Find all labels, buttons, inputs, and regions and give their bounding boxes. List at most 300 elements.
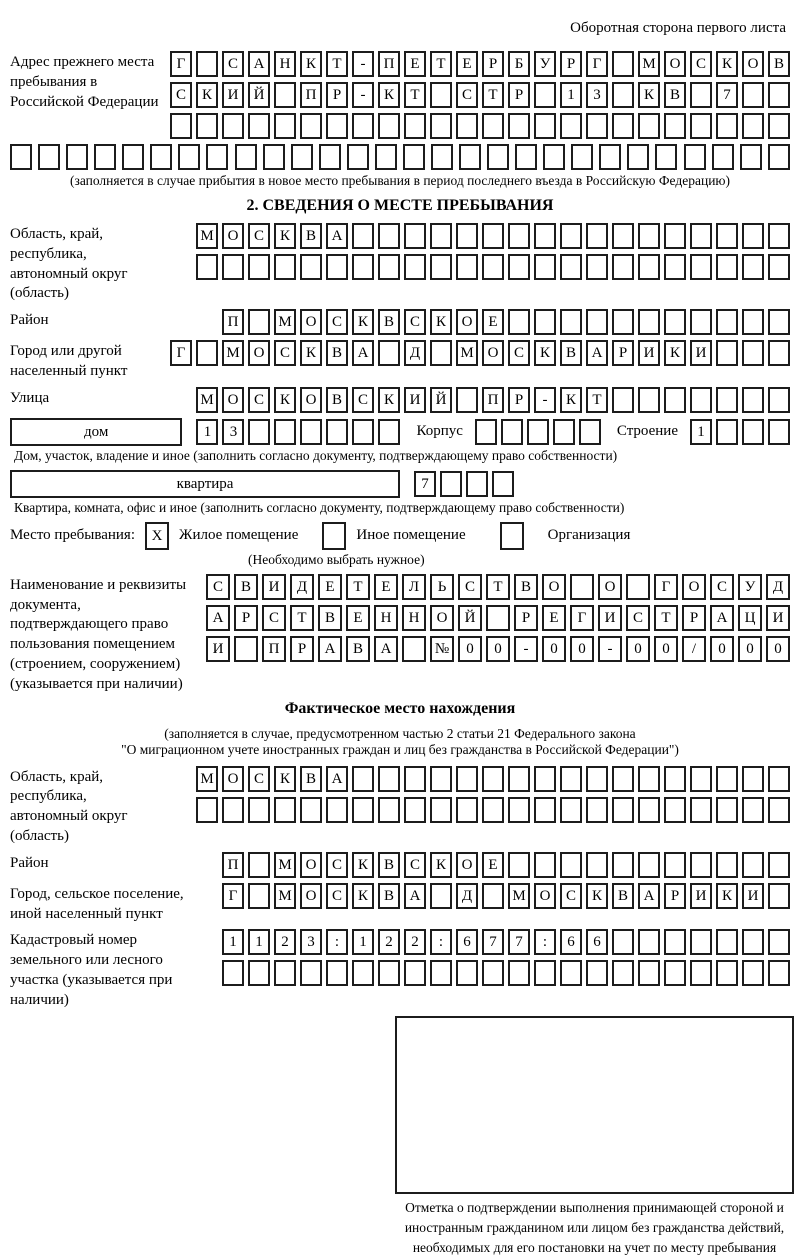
form-cell[interactable]: Г <box>170 340 192 366</box>
form-cell[interactable]: С <box>206 574 230 600</box>
form-cell[interactable]: А <box>318 636 342 662</box>
form-cell[interactable] <box>612 309 634 335</box>
form-cell[interactable] <box>664 254 686 280</box>
form-cell[interactable] <box>690 960 712 986</box>
form-cell[interactable]: Ь <box>430 574 454 600</box>
form-cell[interactable]: Т <box>586 387 608 413</box>
form-cell[interactable]: О <box>300 852 322 878</box>
form-cell[interactable] <box>742 797 764 823</box>
form-cell[interactable] <box>248 113 270 139</box>
form-cell[interactable] <box>378 254 400 280</box>
form-cell[interactable] <box>664 852 686 878</box>
form-cell[interactable] <box>430 223 452 249</box>
form-cell[interactable]: М <box>638 51 660 77</box>
form-cell[interactable] <box>274 960 296 986</box>
form-cell[interactable] <box>690 82 712 108</box>
form-cell[interactable]: И <box>690 340 712 366</box>
form-cell[interactable]: 6 <box>586 929 608 955</box>
form-cell[interactable] <box>599 144 621 170</box>
form-cell[interactable] <box>560 766 582 792</box>
form-cell[interactable] <box>508 797 530 823</box>
residence-organization-checkbox[interactable] <box>500 522 524 550</box>
form-cell[interactable]: К <box>378 82 400 108</box>
form-cell[interactable]: 0 <box>486 636 510 662</box>
form-cell[interactable] <box>716 254 738 280</box>
form-cell[interactable] <box>10 144 32 170</box>
form-cell[interactable] <box>456 766 478 792</box>
form-cell[interactable] <box>768 254 790 280</box>
form-cell[interactable]: У <box>738 574 762 600</box>
form-cell[interactable]: - <box>514 636 538 662</box>
form-cell[interactable] <box>579 419 601 445</box>
form-cell[interactable]: Л <box>402 574 426 600</box>
form-cell[interactable] <box>712 144 734 170</box>
form-cell[interactable] <box>300 254 322 280</box>
form-cell[interactable] <box>768 960 790 986</box>
form-cell[interactable]: Б <box>508 51 530 77</box>
form-cell[interactable] <box>742 852 764 878</box>
form-cell[interactable] <box>404 797 426 823</box>
form-cell[interactable]: 0 <box>738 636 762 662</box>
form-cell[interactable] <box>638 797 660 823</box>
form-cell[interactable] <box>482 883 504 909</box>
form-cell[interactable]: П <box>482 387 504 413</box>
form-cell[interactable]: С <box>222 51 244 77</box>
form-cell[interactable]: К <box>430 309 452 335</box>
form-cell[interactable]: О <box>222 387 244 413</box>
form-cell[interactable] <box>403 144 425 170</box>
form-cell[interactable] <box>300 797 322 823</box>
form-cell[interactable]: - <box>534 387 556 413</box>
form-cell[interactable] <box>263 144 285 170</box>
form-cell[interactable] <box>690 797 712 823</box>
form-cell[interactable]: Н <box>402 605 426 631</box>
form-cell[interactable] <box>300 960 322 986</box>
form-cell[interactable]: С <box>248 223 270 249</box>
form-cell[interactable] <box>664 929 686 955</box>
form-cell[interactable] <box>430 766 452 792</box>
form-cell[interactable]: № <box>430 636 454 662</box>
form-cell[interactable] <box>352 254 374 280</box>
form-cell[interactable]: О <box>248 340 270 366</box>
form-cell[interactable] <box>234 636 258 662</box>
form-cell[interactable]: В <box>326 340 348 366</box>
form-cell[interactable] <box>326 254 348 280</box>
form-cell[interactable] <box>326 797 348 823</box>
form-cell[interactable]: 0 <box>542 636 566 662</box>
form-cell[interactable] <box>347 144 369 170</box>
form-cell[interactable]: О <box>222 766 244 792</box>
form-cell[interactable]: 2 <box>404 929 426 955</box>
form-cell[interactable]: О <box>300 309 322 335</box>
form-cell[interactable] <box>690 113 712 139</box>
form-cell[interactable]: 7 <box>716 82 738 108</box>
form-cell[interactable] <box>716 223 738 249</box>
form-cell[interactable]: Т <box>326 51 348 77</box>
form-cell[interactable]: Д <box>766 574 790 600</box>
form-cell[interactable]: Е <box>374 574 398 600</box>
form-cell[interactable]: Е <box>346 605 370 631</box>
form-cell[interactable]: К <box>274 387 296 413</box>
form-cell[interactable]: Н <box>374 605 398 631</box>
form-cell[interactable]: И <box>598 605 622 631</box>
form-cell[interactable]: Е <box>542 605 566 631</box>
form-cell[interactable] <box>178 144 200 170</box>
form-cell[interactable] <box>248 883 270 909</box>
form-cell[interactable]: О <box>742 51 764 77</box>
form-cell[interactable]: О <box>534 883 556 909</box>
form-cell[interactable]: В <box>300 766 322 792</box>
form-cell[interactable]: М <box>196 223 218 249</box>
form-cell[interactable] <box>716 113 738 139</box>
form-cell[interactable]: К <box>300 340 322 366</box>
form-cell[interactable]: Т <box>404 82 426 108</box>
form-cell[interactable] <box>690 929 712 955</box>
form-cell[interactable] <box>742 766 764 792</box>
form-cell[interactable]: С <box>508 340 530 366</box>
form-cell[interactable] <box>248 960 270 986</box>
form-cell[interactable] <box>326 960 348 986</box>
form-cell[interactable]: М <box>222 340 244 366</box>
form-cell[interactable] <box>612 852 634 878</box>
form-cell[interactable] <box>248 309 270 335</box>
form-cell[interactable]: М <box>196 387 218 413</box>
form-cell[interactable] <box>638 852 660 878</box>
form-cell[interactable]: Д <box>290 574 314 600</box>
residence-other-checkbox[interactable] <box>322 522 346 550</box>
form-cell[interactable]: К <box>274 223 296 249</box>
form-cell[interactable] <box>690 387 712 413</box>
form-cell[interactable] <box>482 766 504 792</box>
form-cell[interactable]: С <box>326 309 348 335</box>
form-cell[interactable] <box>560 254 582 280</box>
form-cell[interactable] <box>482 960 504 986</box>
form-cell[interactable] <box>690 766 712 792</box>
form-cell[interactable] <box>586 766 608 792</box>
form-cell[interactable]: 3 <box>300 929 322 955</box>
form-cell[interactable] <box>586 309 608 335</box>
form-cell[interactable] <box>222 113 244 139</box>
form-cell[interactable]: Т <box>654 605 678 631</box>
form-cell[interactable]: У <box>534 51 556 77</box>
form-cell[interactable] <box>638 223 660 249</box>
house-type-box[interactable]: дом <box>10 418 182 446</box>
form-cell[interactable] <box>742 419 764 445</box>
form-cell[interactable]: О <box>456 852 478 878</box>
form-cell[interactable] <box>553 419 575 445</box>
form-cell[interactable] <box>768 766 790 792</box>
form-cell[interactable] <box>716 852 738 878</box>
form-cell[interactable]: В <box>378 852 400 878</box>
form-cell[interactable] <box>508 960 530 986</box>
form-cell[interactable]: Р <box>326 82 348 108</box>
form-cell[interactable] <box>586 113 608 139</box>
form-cell[interactable] <box>235 144 257 170</box>
form-cell[interactable] <box>664 960 686 986</box>
form-cell[interactable] <box>664 113 686 139</box>
form-cell[interactable] <box>612 113 634 139</box>
form-cell[interactable] <box>612 766 634 792</box>
form-cell[interactable] <box>508 852 530 878</box>
form-cell[interactable]: 3 <box>586 82 608 108</box>
form-cell[interactable] <box>352 223 374 249</box>
form-cell[interactable] <box>768 797 790 823</box>
form-cell[interactable]: Р <box>508 387 530 413</box>
form-cell[interactable]: 1 <box>248 929 270 955</box>
form-cell[interactable]: К <box>664 340 686 366</box>
form-cell[interactable]: К <box>352 883 374 909</box>
form-cell[interactable]: С <box>326 883 348 909</box>
form-cell[interactable] <box>571 144 593 170</box>
form-cell[interactable]: 3 <box>222 419 244 445</box>
form-cell[interactable] <box>378 797 400 823</box>
form-cell[interactable] <box>664 223 686 249</box>
form-cell[interactable] <box>482 254 504 280</box>
form-cell[interactable] <box>430 113 452 139</box>
form-cell[interactable] <box>768 419 790 445</box>
form-cell[interactable] <box>560 223 582 249</box>
form-cell[interactable]: А <box>326 766 348 792</box>
form-cell[interactable]: О <box>542 574 566 600</box>
form-cell[interactable] <box>740 144 762 170</box>
form-cell[interactable]: : <box>326 929 348 955</box>
form-cell[interactable]: С <box>690 51 712 77</box>
form-cell[interactable]: Г <box>222 883 244 909</box>
form-cell[interactable] <box>352 766 374 792</box>
form-cell[interactable] <box>404 254 426 280</box>
form-cell[interactable]: - <box>598 636 622 662</box>
form-cell[interactable]: 7 <box>482 929 504 955</box>
form-cell[interactable]: В <box>234 574 258 600</box>
form-cell[interactable] <box>534 223 556 249</box>
form-cell[interactable] <box>274 419 296 445</box>
form-cell[interactable]: С <box>456 82 478 108</box>
form-cell[interactable] <box>291 144 313 170</box>
form-cell[interactable] <box>560 113 582 139</box>
form-cell[interactable]: В <box>300 223 322 249</box>
form-cell[interactable] <box>664 309 686 335</box>
form-cell[interactable] <box>534 797 556 823</box>
form-cell[interactable] <box>378 960 400 986</box>
form-cell[interactable]: В <box>318 605 342 631</box>
form-cell[interactable] <box>508 766 530 792</box>
form-cell[interactable] <box>404 766 426 792</box>
form-cell[interactable]: С <box>458 574 482 600</box>
form-cell[interactable] <box>402 636 426 662</box>
form-cell[interactable] <box>638 766 660 792</box>
form-cell[interactable]: 7 <box>414 471 436 497</box>
form-cell[interactable]: 1 <box>690 419 712 445</box>
form-cell[interactable]: Т <box>290 605 314 631</box>
form-cell[interactable]: С <box>560 883 582 909</box>
form-cell[interactable] <box>248 852 270 878</box>
form-cell[interactable] <box>196 340 218 366</box>
form-cell[interactable]: А <box>638 883 660 909</box>
form-cell[interactable] <box>716 929 738 955</box>
form-cell[interactable]: 1 <box>352 929 374 955</box>
form-cell[interactable]: Й <box>458 605 482 631</box>
form-cell[interactable]: А <box>374 636 398 662</box>
form-cell[interactable] <box>638 309 660 335</box>
form-cell[interactable] <box>560 309 582 335</box>
form-cell[interactable]: Е <box>482 852 504 878</box>
form-cell[interactable]: О <box>222 223 244 249</box>
form-cell[interactable] <box>768 82 790 108</box>
form-cell[interactable]: Д <box>456 883 478 909</box>
form-cell[interactable]: 6 <box>560 929 582 955</box>
form-cell[interactable] <box>638 387 660 413</box>
form-cell[interactable] <box>482 113 504 139</box>
form-cell[interactable]: Е <box>482 309 504 335</box>
form-cell[interactable] <box>404 223 426 249</box>
form-cell[interactable]: Г <box>170 51 192 77</box>
form-cell[interactable] <box>508 254 530 280</box>
form-cell[interactable]: С <box>404 309 426 335</box>
form-cell[interactable] <box>456 960 478 986</box>
form-cell[interactable] <box>378 340 400 366</box>
form-cell[interactable] <box>716 960 738 986</box>
form-cell[interactable] <box>716 340 738 366</box>
form-cell[interactable]: П <box>300 82 322 108</box>
form-cell[interactable] <box>768 340 790 366</box>
form-cell[interactable] <box>560 797 582 823</box>
form-cell[interactable] <box>534 309 556 335</box>
form-cell[interactable] <box>742 309 764 335</box>
form-cell[interactable] <box>122 144 144 170</box>
form-cell[interactable]: Р <box>482 51 504 77</box>
form-cell[interactable]: 0 <box>654 636 678 662</box>
form-cell[interactable] <box>196 797 218 823</box>
form-cell[interactable]: А <box>710 605 734 631</box>
form-cell[interactable]: И <box>638 340 660 366</box>
form-cell[interactable]: 1 <box>560 82 582 108</box>
form-cell[interactable] <box>768 113 790 139</box>
form-cell[interactable]: 0 <box>710 636 734 662</box>
form-cell[interactable]: С <box>710 574 734 600</box>
form-cell[interactable]: М <box>456 340 478 366</box>
form-cell[interactable]: С <box>248 387 270 413</box>
form-cell[interactable]: Й <box>248 82 270 108</box>
form-cell[interactable]: Р <box>234 605 258 631</box>
form-cell[interactable] <box>612 387 634 413</box>
form-cell[interactable] <box>690 852 712 878</box>
form-cell[interactable] <box>300 113 322 139</box>
form-cell[interactable]: Е <box>456 51 478 77</box>
form-cell[interactable] <box>170 113 192 139</box>
form-cell[interactable] <box>196 113 218 139</box>
form-cell[interactable]: С <box>274 340 296 366</box>
form-cell[interactable]: С <box>262 605 286 631</box>
form-cell[interactable]: В <box>514 574 538 600</box>
form-cell[interactable] <box>482 223 504 249</box>
form-cell[interactable]: А <box>206 605 230 631</box>
form-cell[interactable]: Р <box>682 605 706 631</box>
form-cell[interactable]: К <box>274 766 296 792</box>
form-cell[interactable]: Н <box>274 51 296 77</box>
form-cell[interactable] <box>716 309 738 335</box>
form-cell[interactable] <box>150 144 172 170</box>
form-cell[interactable]: И <box>262 574 286 600</box>
form-cell[interactable] <box>664 797 686 823</box>
form-cell[interactable] <box>196 254 218 280</box>
form-cell[interactable]: 2 <box>274 929 296 955</box>
form-cell[interactable] <box>274 113 296 139</box>
form-cell[interactable] <box>94 144 116 170</box>
form-cell[interactable]: : <box>534 929 556 955</box>
form-cell[interactable]: К <box>378 387 400 413</box>
form-cell[interactable] <box>768 883 790 909</box>
form-cell[interactable]: Е <box>318 574 342 600</box>
form-cell[interactable]: И <box>742 883 764 909</box>
form-cell[interactable] <box>742 254 764 280</box>
form-cell[interactable] <box>274 797 296 823</box>
form-cell[interactable] <box>543 144 565 170</box>
form-cell[interactable]: И <box>690 883 712 909</box>
form-cell[interactable]: К <box>560 387 582 413</box>
form-cell[interactable] <box>248 797 270 823</box>
form-cell[interactable]: В <box>378 309 400 335</box>
form-cell[interactable] <box>430 883 452 909</box>
form-cell[interactable] <box>515 144 537 170</box>
form-cell[interactable] <box>431 144 453 170</box>
form-cell[interactable] <box>768 852 790 878</box>
form-cell[interactable] <box>534 254 556 280</box>
form-cell[interactable]: М <box>196 766 218 792</box>
form-cell[interactable] <box>456 797 478 823</box>
form-cell[interactable] <box>560 852 582 878</box>
form-cell[interactable]: 0 <box>570 636 594 662</box>
form-cell[interactable] <box>430 254 452 280</box>
form-cell[interactable] <box>534 766 556 792</box>
form-cell[interactable] <box>66 144 88 170</box>
form-cell[interactable] <box>404 960 426 986</box>
form-cell[interactable] <box>378 113 400 139</box>
form-cell[interactable]: В <box>612 883 634 909</box>
form-cell[interactable] <box>638 254 660 280</box>
form-cell[interactable]: В <box>768 51 790 77</box>
form-cell[interactable]: Р <box>560 51 582 77</box>
form-cell[interactable]: Г <box>586 51 608 77</box>
form-cell[interactable]: А <box>352 340 374 366</box>
form-cell[interactable] <box>716 797 738 823</box>
form-cell[interactable] <box>534 960 556 986</box>
form-cell[interactable] <box>742 340 764 366</box>
form-cell[interactable]: О <box>598 574 622 600</box>
form-cell[interactable]: Е <box>404 51 426 77</box>
form-cell[interactable]: О <box>664 51 686 77</box>
form-cell[interactable]: - <box>352 51 374 77</box>
form-cell[interactable] <box>440 471 462 497</box>
form-cell[interactable]: Й <box>430 387 452 413</box>
form-cell[interactable]: Р <box>664 883 686 909</box>
form-cell[interactable] <box>612 797 634 823</box>
form-cell[interactable] <box>319 144 341 170</box>
form-cell[interactable]: Т <box>430 51 452 77</box>
form-cell[interactable]: 0 <box>626 636 650 662</box>
form-cell[interactable] <box>690 223 712 249</box>
form-cell[interactable] <box>638 929 660 955</box>
form-cell[interactable]: А <box>586 340 608 366</box>
form-cell[interactable]: Р <box>508 82 530 108</box>
form-cell[interactable] <box>638 960 660 986</box>
form-cell[interactable] <box>222 254 244 280</box>
form-cell[interactable]: О <box>482 340 504 366</box>
form-cell[interactable] <box>222 960 244 986</box>
form-cell[interactable] <box>742 929 764 955</box>
form-cell[interactable] <box>684 144 706 170</box>
form-cell[interactable] <box>627 144 649 170</box>
form-cell[interactable] <box>768 309 790 335</box>
